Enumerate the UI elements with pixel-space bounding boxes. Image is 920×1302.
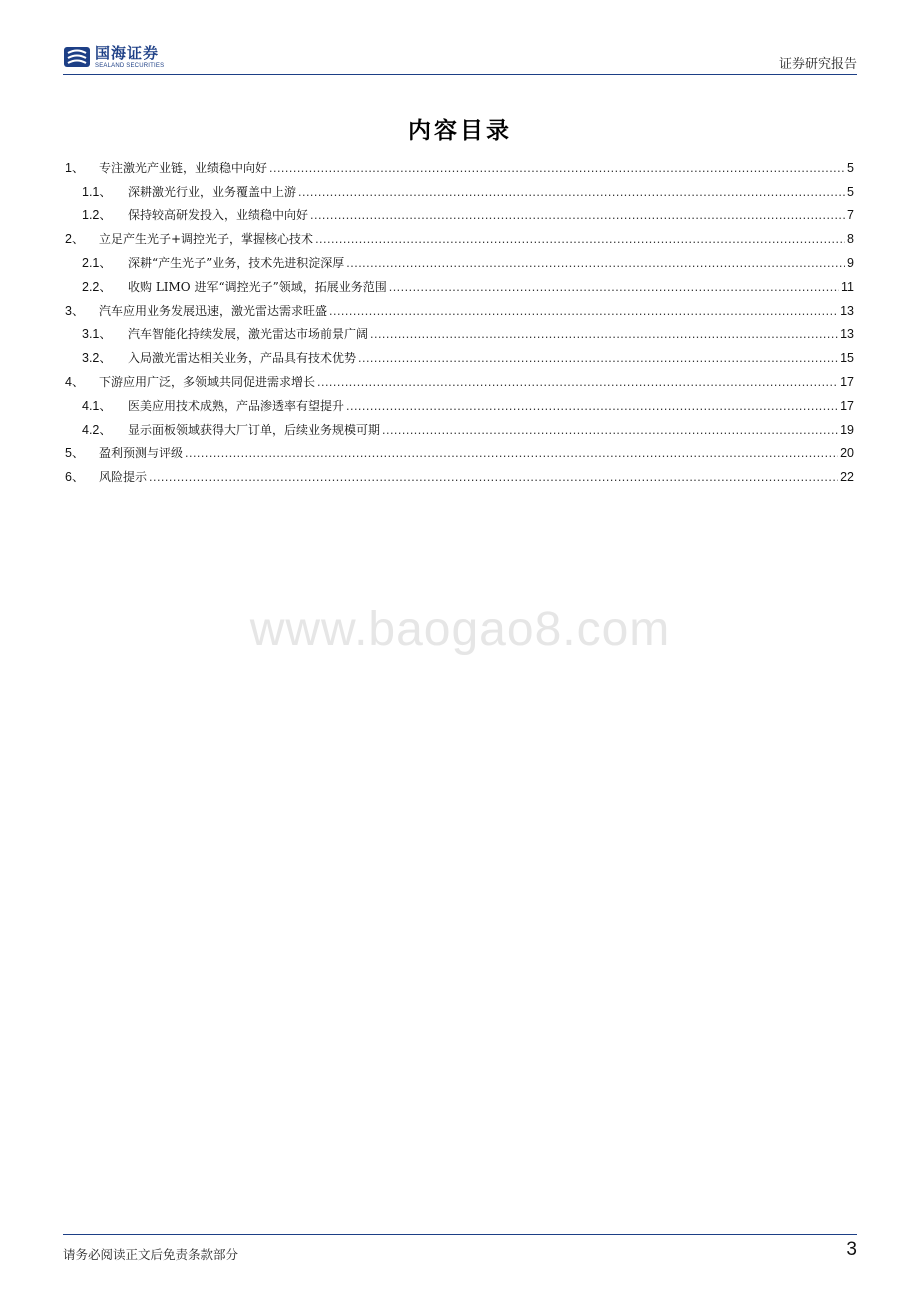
toc-entry[interactable] <box>65 342 854 366</box>
toc-entry-page: 5 <box>847 160 854 175</box>
toc-entry[interactable] <box>65 390 854 414</box>
toc-entry-label: 盈利预测与评级 <box>99 446 184 461</box>
toc-entry-page: 9 <box>847 255 854 270</box>
toc-entry[interactable] <box>65 247 854 271</box>
toc-entry-label: 显示面板领域获得大厂订单，后续业务规模可期 <box>128 422 381 437</box>
toc-entry[interactable] <box>65 461 854 485</box>
toc-entry-number: 3.1、 <box>82 327 112 342</box>
toc-dot-leader <box>149 469 838 485</box>
toc-entry-number: 4.2、 <box>82 422 112 437</box>
page-header <box>63 40 857 75</box>
toc-entry-number: 2、 <box>65 232 85 247</box>
toc-entry[interactable] <box>65 366 854 390</box>
company-logo <box>63 44 164 70</box>
toc-entry-page: 15 <box>840 351 854 366</box>
toc-dot-leader <box>317 374 838 390</box>
disclaimer-note: 请务必阅读正文后免责条款部分 <box>63 1247 239 1262</box>
toc-entry-label: 汽车应用业务发展迅速，激光雷达需求旺盛 <box>99 303 328 318</box>
toc-entry-number: 1.2、 <box>82 208 112 223</box>
report-type: 证券研究报告 <box>778 57 857 72</box>
toc-entry[interactable] <box>65 414 854 438</box>
toc-dot-leader <box>329 303 838 319</box>
watermark: www.baogao8.com <box>249 603 671 656</box>
toc-entry-label: 汽车智能化持续发展，激光雷达市场前景广阔 <box>128 327 369 342</box>
toc-dot-leader <box>185 445 838 461</box>
toc-entry-page: 22 <box>840 470 854 485</box>
toc-entry-page: 5 <box>847 184 854 199</box>
toc-dot-leader <box>346 255 845 271</box>
toc-entry[interactable] <box>65 271 854 295</box>
toc-entry[interactable] <box>65 295 854 319</box>
toc-entry-number: 1、 <box>65 160 85 175</box>
toc-dot-leader <box>298 184 845 200</box>
toc-entry-page: 20 <box>840 446 854 461</box>
toc-entry-number: 3.2、 <box>82 351 112 366</box>
toc-entry-label: 保持较高研发投入，业绩稳中向好 <box>128 208 309 223</box>
toc-entry-label: 深耕“产生光子”业务，技术先进积淀深厚 <box>128 255 345 270</box>
toc-entry[interactable] <box>65 200 854 224</box>
toc-entry-label: 立足产生光子+调控光子，掌握核心技术 <box>99 232 314 247</box>
toc-entry-number: 2.1、 <box>82 255 112 270</box>
toc-entry[interactable] <box>65 223 854 247</box>
toc-dot-leader <box>346 398 838 414</box>
toc-dot-leader <box>310 207 845 223</box>
page-footer <box>63 1234 857 1262</box>
toc-dot-leader <box>389 279 839 295</box>
toc-entry-label: 下游应用广泛，多领域共同促进需求增长 <box>99 374 316 389</box>
sealand-logo-icon <box>63 44 91 70</box>
toc-entry[interactable] <box>65 438 854 462</box>
toc-entry-page: 13 <box>840 327 854 342</box>
toc-entry-page: 17 <box>840 398 854 413</box>
toc-title: 内容目录 <box>408 117 512 144</box>
toc-entry[interactable] <box>65 176 854 200</box>
toc-entry-number: 6、 <box>65 470 85 485</box>
toc-dot-leader <box>370 326 838 342</box>
toc-entry-label: 收购 LIMO 进军“调控光子”领域，拓展业务范围 <box>128 279 387 294</box>
toc-entry-page: 13 <box>840 303 854 318</box>
page-number: 3 <box>846 1239 857 1260</box>
toc-entry-label: 专注激光产业链，业绩稳中向好 <box>99 160 268 175</box>
toc-entry-page: 7 <box>847 208 854 223</box>
toc-entry-page: 8 <box>847 232 854 247</box>
toc-entry-label: 入局激光雷达相关业务，产品具有技术优势 <box>128 351 357 366</box>
toc-entry-number: 4、 <box>65 374 85 389</box>
table-of-contents <box>65 152 854 485</box>
toc-entry-label: 风险提示 <box>99 470 148 485</box>
toc-entry-label: 深耕激光行业，业务覆盖中上游 <box>128 184 297 199</box>
toc-dot-leader <box>315 231 845 247</box>
toc-entry-page: 11 <box>841 279 854 294</box>
brand-name-en: SEALAND SECURITIES <box>95 62 165 69</box>
toc-entry-number: 4.1、 <box>82 398 112 413</box>
toc-dot-leader <box>382 422 838 438</box>
toc-entry-number: 1.1、 <box>82 184 112 199</box>
toc-entry-number: 3、 <box>65 303 85 318</box>
toc-entry-page: 19 <box>840 422 854 437</box>
toc-entry-label: 医美应用技术成熟，产品渗透率有望提升 <box>128 398 345 413</box>
toc-dot-leader <box>358 350 838 366</box>
toc-entry-number: 5、 <box>65 446 85 461</box>
toc-entry-page: 17 <box>840 374 854 389</box>
toc-entry[interactable] <box>65 152 854 176</box>
toc-entry-number: 2.2、 <box>82 279 112 294</box>
toc-dot-leader <box>269 160 845 176</box>
brand-name-cn: 国海证券 <box>95 43 160 62</box>
toc-entry[interactable] <box>65 319 854 343</box>
